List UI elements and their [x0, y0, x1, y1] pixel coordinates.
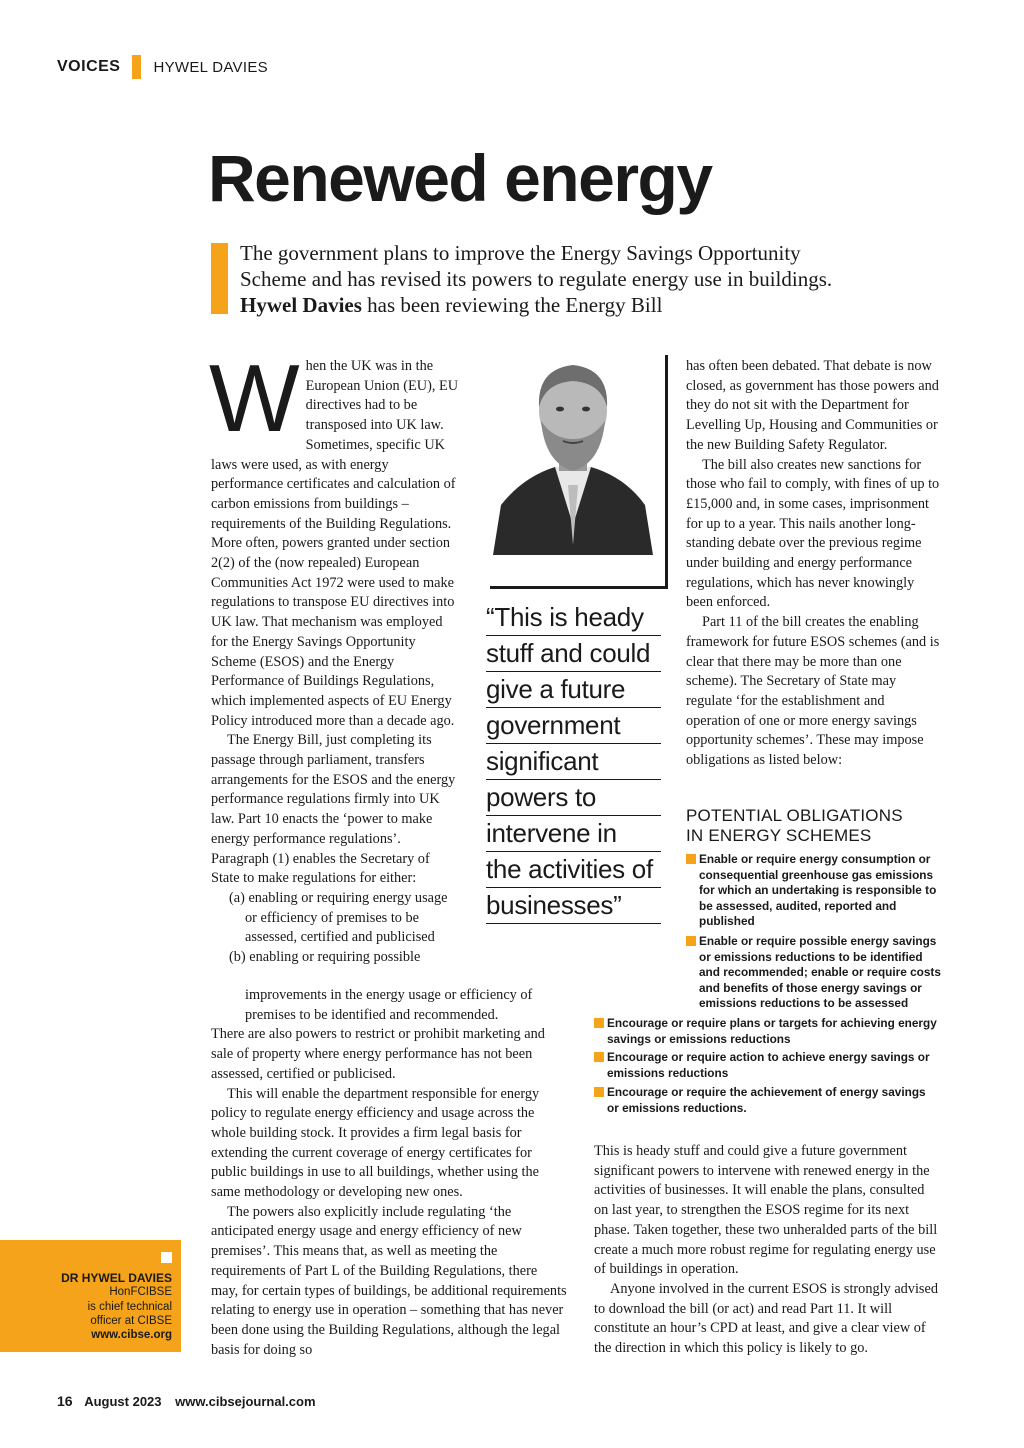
- bio-name: DR HYWEL DAVIES: [61, 1271, 172, 1285]
- pull-quote: [486, 600, 661, 924]
- list-item-a-cont: or efficiency of premises to be: [245, 909, 420, 926]
- standfirst-accent-bar: [211, 243, 228, 314]
- pull-quote-line: the activities of: [486, 852, 661, 888]
- section-divider-bar: [132, 55, 141, 79]
- body-paragraph: Anyone involved in the current ESOS is strongly advised to download the bill (or act) and read Part 11. It will constitute an hour’s CPD at least, and give a clear view of the direction in which this policy is likely to go.: [594, 1280, 938, 1357]
- body-column-3: [686, 357, 942, 771]
- standfirst-line: [240, 292, 940, 318]
- standfirst-line: The government plans to improve the Energy Savings Opportunity: [240, 241, 801, 265]
- body-column-1: [209, 345, 461, 968]
- pull-quote-line: intervene in: [486, 816, 661, 852]
- body-paragraph: This will enable the department responsible for energy policy to regulate energy efficiency and usage across the whole building stock. It provides a firm legal basis for extending the current coverage of energy certificates for public buildings in use to all buildings, whether using the same methodology or developing new ones.: [211, 1085, 540, 1201]
- list-item-b-cont: improvements in the energy usage or efficiency of: [245, 987, 533, 1003]
- body-paragraph: Part 11 of the bill creates the enabling framework for future ESOS schemes (and is clear that there may be more than one scheme). The Secretary of State may regulate ‘for the establishment and operation of one or more energy savings opportunity schemes’. These may impose obligations as listed below:: [686, 614, 940, 769]
- headline: Renewed energy: [208, 141, 712, 215]
- footer-website-link[interactable]: www.cibsejournal.com: [175, 1394, 316, 1409]
- list-item-b-cont: premises to be identified and recommended.: [245, 1006, 499, 1023]
- pull-quote-line: government: [486, 708, 661, 744]
- issue-date: August 2023: [84, 1394, 162, 1409]
- bullet-square-icon: [594, 1052, 604, 1062]
- list-item-b: (b) enabling or requiring possible: [229, 949, 421, 966]
- pull-quote-line: significant: [486, 744, 661, 780]
- bio-square-icon: [161, 1252, 172, 1263]
- photo-frame: [490, 355, 668, 589]
- pull-quote-line: powers to: [486, 780, 661, 816]
- bio-text: [61, 1271, 172, 1342]
- drop-cap: W: [209, 345, 300, 452]
- standfirst: [240, 240, 940, 318]
- author-bio-box: [0, 1240, 181, 1352]
- obligations-heading-line: POTENTIAL OBLIGATIONS: [686, 806, 903, 825]
- bullet-square-icon: [594, 1087, 604, 1097]
- body-column-1-wide: [211, 986, 567, 1360]
- body-paragraph: The bill also creates new sanctions for those who fail to comply, with fines of up to £15,000 and, in some cases, imprisonment for up to a year. This nails another long-standing debate over the previous regime under building and energy performance regulations, which has never knowingly been enforced.: [686, 456, 940, 611]
- bio-website-link[interactable]: www.cibse.org: [91, 1329, 172, 1342]
- bio-line: is chief technical: [87, 1300, 172, 1313]
- bullet-square-icon: [686, 936, 696, 946]
- standfirst-author: Hywel Davies: [240, 293, 362, 317]
- obligation-item: Encourage or require the achievement of energy savings or emissions reductions.: [594, 1085, 939, 1116]
- pull-quote-line: businesses”: [486, 888, 661, 924]
- bio-line: HonFCIBSE: [109, 1286, 172, 1299]
- closing-text: [594, 1142, 939, 1359]
- obligation-item: Encourage or require plans or targets for achieving energy savings or emissions reductions: [594, 1016, 939, 1047]
- pull-quote-line: stuff and could: [486, 636, 661, 672]
- body-paragraph: When the UK was in the European Union (EU), EU directives had to be transposed into UK law. Sometimes, specific UK laws were used, as with energy performance certificates and calculation of carbon emissions from buildings – requirements of the Building Regulations. More often, powers granted under section 2(2) of the (now repealed) European Communities Act 1972 were used to make regulations to transpose EU directives into UK law. That mechanism was employed for the Energy Savings Opportunity Scheme (ESOS) and the Energy Performance of Buildings Regulations, which implemented aspects of EU Energy Policy introduced more than a decade ago.: [209, 345, 459, 729]
- header-author: HYWEL DAVIES: [153, 58, 268, 76]
- obligation-item: Enable or require possible energy savings or emissions reductions to be identified and recommended; enable or require costs and benefits of those energy savings or emissions reductions to be assessed: [686, 934, 941, 1012]
- obligations-heading-line: IN ENERGY SCHEMES: [686, 826, 872, 845]
- pull-quote-line: “This is heady: [486, 600, 661, 636]
- bio-line: officer at CIBSE: [90, 1314, 172, 1327]
- author-portrait-image: [493, 355, 653, 555]
- page-header: [57, 55, 268, 79]
- standfirst-rest: has been reviewing the Energy Bill: [361, 293, 663, 317]
- obligation-item: Enable or require energy consumption or consequential greenhouse gas emissions for which an undertaking is responsible to be assessed, audited, reported and published: [686, 852, 941, 930]
- page-number: 16: [57, 1393, 73, 1409]
- obligations-heading: [686, 806, 903, 846]
- body-paragraph: has often been debated. That debate is now closed, as government has those powers and they do not sit with the Department for Levelling Up, Housing and Communities or the new Building Safety Regulator.: [686, 358, 939, 453]
- body-paragraph: This is heady stuff and could give a future government significant powers to intervene with renewed energy in the activities of businesses. It will enable the plans, consulted on last year, to strengthen the ESOS regime for its next phase. Taken together, these two unheralded parts of the bill create a much more robust regime for regulating energy use of buildings in operation.: [594, 1143, 938, 1278]
- list-item-a-cont: assessed, certified and publicised: [245, 929, 435, 946]
- list-item-a: (a) enabling or requiring energy usage: [229, 889, 448, 906]
- body-paragraph: The Energy Bill, just completing its passage through parliament, transfers arrangements for the ESOS and the energy performance regulations firmly into UK law. Part 10 enacts the ‘power to make energy performance regulations’. Paragraph (1) enables the Secretary of State to make regulations for either:: [211, 732, 456, 887]
- body-paragraph: There are also powers to restrict or prohibit marketing and sale of property where energy performance has not been assessed, certified or publicised.: [211, 1026, 545, 1082]
- section-label: VOICES: [57, 58, 121, 75]
- bullet-square-icon: [594, 1018, 604, 1028]
- standfirst-line: Scheme and has revised its powers to regulate energy use in buildings.: [240, 267, 833, 291]
- obligation-item: Encourage or require action to achieve energy savings or emissions reductions: [594, 1050, 939, 1081]
- body-paragraph: The powers also explicitly include regulating ‘the anticipated energy usage and energy efficiency of new premises’. This means that, as well as meeting the requirements of Part L of the Building Regulations, there may, for certain types of buildings, be additional requirements relating to energy use in operation – something that has never been done using the Building Regulations, although the legal basis for doing so: [211, 1203, 567, 1358]
- page-footer: [57, 1393, 316, 1409]
- pull-quote-line: give a future: [486, 672, 661, 708]
- bullet-square-icon: [686, 854, 696, 864]
